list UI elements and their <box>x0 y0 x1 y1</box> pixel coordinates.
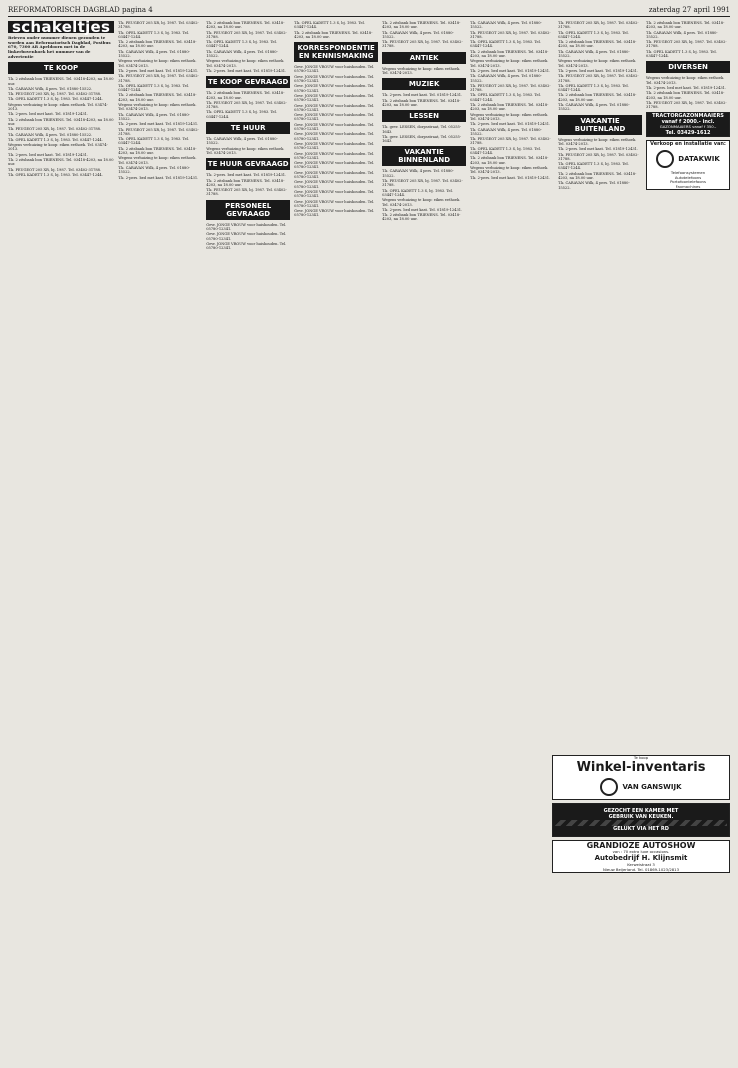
classified-ad: Gevr. JONGE VROUW voor huishouden. Tel. 05780-12341. <box>294 189 375 199</box>
section-lessen: LESSEN <box>382 110 466 122</box>
classified-ad: Gevr. JONGE VROUW voor huishouden. Tel. 05780-12341. <box>294 65 375 74</box>
classified-ad: T.k. OPEL KADETT 1.3 S, bj. 1983. Tel. 03447-1244. <box>118 83 190 93</box>
classified-ad: T.k. CARAVAN Wilk, 4 pers. Tel. 01880-15522. <box>470 21 542 30</box>
classified-ad: T.k. CARAVAN Wilk, 4 pers. Tel. 01880-15522. <box>118 49 190 59</box>
classified-ad: T.k. 2-pers. bed met kast. Tel. 01819-12431. <box>646 85 727 90</box>
classified-ad: T.k. OPEL KADETT 1.3 S, bj. 1983. Tel. 03447-1244. <box>8 172 103 177</box>
section-vakantie-buitenland: VAKANTIE BUITENLAND <box>558 115 642 135</box>
classified-ad: T.k. PEUGEOT 205 XR, bj. 1987. Tel. 03402-31788. <box>382 40 463 49</box>
classified-ad: T.k. OPEL KADETT 1.3 S, bj. 1983. Tel. 03447-1244. <box>470 40 541 49</box>
datakwik-logo <box>647 147 729 171</box>
classified-ad: T.k. 2 zitsbank bon TRIENENS. Tel. 03418-4203, na 18.00 uur. <box>294 30 373 39</box>
classified-ad: T.k. PEUGEOT 205 XR, bj. 1987. Tel. 03402-31788. <box>382 179 463 188</box>
header-right: zaterdag 27 april 1991 <box>648 6 730 14</box>
classified-ad: T.k. gevr. LESSEN, dorpsstraat, Tel. 05255-1643. <box>382 134 462 144</box>
classified-ad: T.k. PEUGEOT 205 XR, bj. 1987. Tel. 03402-31788. <box>206 188 287 197</box>
classified-ad: Gevr. JONGE VROUW voor huishouden. Tel. 05780-12341. <box>294 132 375 141</box>
classified-ad: T.k. 2 zitsbank bon TRIENENS. Tel. 03418-4203, na 18.00 uur. <box>558 171 637 181</box>
section-te-koop-gevraagd: TE KOOP GEVRAAGD <box>208 78 289 87</box>
classified-ad: T.k. PEUGEOT 205 XR, bj. 1987. Tel. 03402-31788. <box>470 137 551 146</box>
classified-ad: T.k. 2 zitsbank bon TRIENENS. Tel. 03418-4203, na 18.00 uur. <box>118 146 197 156</box>
classified-ad: Wegens verhuizing te koop: eiken eethoek. Tel. 03474-2013. <box>470 165 549 175</box>
column-7 <box>558 21 642 1061</box>
tractor-ad <box>646 112 730 137</box>
classified-ad: T.k. OPEL KADETT 1.3 S, bj. 1983. Tel. 03447-1244. <box>206 40 277 49</box>
classified-ad: Wegens verhuizing te koop: eiken eethoek. Tel. 03474-2013. <box>118 156 197 165</box>
verkoop-item: Portofoontelefoons <box>670 179 706 185</box>
section-personeel-gevraagd: PERSONEEL GEVRAAGD <box>206 200 290 220</box>
classified-ad: Wegens verhuizing te koop: eiken eethoek. Tel. 03474-2013. <box>118 59 197 68</box>
classified-ad: T.k. 2 zitsbank bon TRIENENS. Tel. 03418-4203, na 18.00 uur. <box>8 158 114 167</box>
classified-ad: T.k. 2 zitsbank bon TRIENENS. Tel. 03418-4203, na 18.00 uur. <box>470 103 549 112</box>
classified-ad: T.k. 2 zitsbank bon TRIENENS. Tel. 03418-4203, na 18.00 uur. <box>382 98 461 107</box>
classified-ad: T.k. CARAVAN Wilk, 4 pers. Tel. 01880-15522. <box>118 165 190 175</box>
gezocht-line2: GEBRUIK VAN KEUKEN. <box>608 813 674 820</box>
classified-ad: T.k. 2-pers. bed met kast. Tel. 01819-12431. <box>382 207 463 212</box>
classified-ad: Wegens verhuizing te koop: eiken eethoek. Tel. 03474-2013. <box>558 137 637 146</box>
classified-ad: T.k. CARAVAN Wilk, 4 pers. Tel. 01880-15522. <box>558 103 630 112</box>
autoshow-title: GRANDIOZE AUTOSHOW <box>586 840 696 850</box>
classified-ad: T.k. PEUGEOT 205 XR, bj. 1987. Tel. 03402-31788. <box>118 127 199 136</box>
classified-ad: T.k. 2 zitsbank bon TRIENENS. Tel. 03418-4203, na 18.00 uur. <box>8 117 114 126</box>
classified-ad: Gevr. JONGE VROUW voor huishouden. Tel. 05780-12341. <box>294 122 375 132</box>
classified-ad: T.k. CARAVAN Wilk, 4 pers. Tel. 01880-15522. <box>470 74 542 83</box>
classified-ad: T.k. 2-pers. bed met kast. Tel. 01819-12431. <box>470 122 551 127</box>
classified-ad: T.k. 2-pers. bed met kast. Tel. 01819-12431. <box>470 68 551 73</box>
verkoop-title: Verkoop en installatie van: <box>650 141 726 148</box>
classified-ad: T.k. 2-pers. bed met kast. Tel. 01819-12431. <box>118 175 199 180</box>
autoshow-sub: van : 70 extra luxe occasions. <box>612 848 670 854</box>
classified-ad: Wegens verhuizing te koop: eiken eethoek. Tel. 03474-2013. <box>470 112 549 121</box>
classified-ad: T.k. 2-pers. bed met kast. Tel. 01819-12431. <box>8 152 89 157</box>
header-left: REFORMATORISCH DAGBLAD pagina 4 <box>8 6 153 14</box>
column-6 <box>470 21 554 1061</box>
tractor-phone: Tel. 03429-1612 <box>665 130 711 137</box>
classified-ad: Gevr. JONGE VROUW voor huishouden. Tel. 05780-12341. <box>294 161 375 170</box>
classified-ad: T.k. 2 zitsbank bon TRIENENS. Tel. 03418-4203, na 18.00 uur. <box>558 93 637 102</box>
classified-ad: T.k. PEUGEOT 205 XR, bj. 1987. Tel. 03402-31788. <box>558 74 639 83</box>
section-te-koop: TE KOOP <box>8 62 114 74</box>
classified-ad: Gevr. JONGE VROUW voor huishouden. Tel. 05780-12341. <box>294 103 375 112</box>
classified-ad: T.k. PEUGEOT 205 XR, bj. 1987. Tel. 03402-31788. <box>470 83 551 93</box>
classified-ad: T.k. OPEL KADETT 1.3 S, bj. 1983. Tel. 03447-1244. <box>118 30 190 39</box>
classified-ad: T.k. OPEL KADETT 1.3 S, bj. 1983. Tel. 03447-1244. <box>294 21 365 30</box>
classified-ad: T.k. CARAVAN Wilk, 4 pers. Tel. 01880-15522. <box>118 112 190 121</box>
tractor-line: GAZONMAAIERS vanaf f 350.- <box>659 124 717 130</box>
classified-ad: Gevr. JONGE VROUW voor huishouden. Tel. 05780-12341. <box>294 151 375 160</box>
column-2 <box>118 21 202 1061</box>
classified-ad: T.k. 2 zitsbank bon TRIENENS. Tel. 03418-4203, na 18.00 uur. <box>470 156 549 165</box>
classified-ad: T.k. CARAVAN Wilk, 4 pers. Tel. 01880-15522. <box>8 86 93 91</box>
column-4 <box>294 21 378 1061</box>
classified-ad: Gevr. JONGE VROUW voor huishouden. Tel. 05780-12341. <box>294 141 375 151</box>
classified-ad: Gevr. JONGE VROUW voor huishouden. Tel. 05780-12341. <box>294 74 375 84</box>
ganswijk-name: VAN GANSWIJK <box>622 782 682 791</box>
classified-ad: Gevr. JONGE VROUW voor huishouden. Tel. 05780-12341. <box>206 222 287 232</box>
classified-ad: T.k. PEUGEOT 205 XR, bj. 1987. Tel. 03402-31788. <box>558 21 639 30</box>
classified-ad: T.k. 2-pers. bed met kast. Tel. 01819-12431. <box>470 175 551 180</box>
tractor-title: TRACTORGAZONMAAIERS <box>652 113 724 120</box>
datakwik-logo-icon <box>656 150 674 168</box>
tractor-price: vanaf f 2000.- incl. <box>661 119 715 126</box>
classified-ad: Wegens verhuizing te koop: eiken eethoek. Tel. 03474-2013. <box>382 66 461 76</box>
classified-ad: T.k. PEUGEOT 205 XR, bj. 1987. Tel. 03402-31788. <box>646 40 727 49</box>
column-8 <box>646 21 730 1061</box>
classified-ad: T.k. 2-pers. bed met kast. Tel. 01819-12431. <box>118 68 199 73</box>
gezocht-line1: GEZOCHT EEN KAMER MET <box>603 807 679 814</box>
classified-ad: T.k. PEUGEOT 205 XR, bj. 1987. Tel. 03402-31788. <box>8 92 102 97</box>
classified-ad: T.k. 2-pers. bed met kast. Tel. 01819-12431. <box>382 93 463 98</box>
classified-ad: T.k. OPEL KADETT 1.3 S, bj. 1983. Tel. 03447-1244. <box>646 49 717 59</box>
classified-ad: Wegens verhuizing te koop: eiken eethoek. Tel. 03474-2013. <box>8 143 108 152</box>
classified-ad: T.k. 2 zitsbank bon TRIENENS. Tel. 03418-4203, na 18.00 uur. <box>382 21 461 30</box>
classified-ad: Gevr. JONGE VROUW voor huishouden. Tel. 05780-12341. <box>294 209 375 218</box>
classified-ad: T.k. OPEL KADETT 1.3 S, bj. 1983. Tel. 03447-1244. <box>558 83 629 93</box>
section-te-huur: TE HUUR <box>206 122 290 134</box>
classified-ad: Wegens verhuizing te koop: eiken eethoek. Tel. 03474-2013. <box>646 76 725 85</box>
columns <box>8 18 730 1061</box>
classified-ad: Wegens verhuizing te koop: eiken eethoek. Tel. 03474-2013. <box>206 146 285 155</box>
classified-ad: T.k. CARAVAN Wilk, 4 pers. Tel. 01880-15522. <box>382 169 454 178</box>
ganswijk-logo-icon <box>600 778 618 796</box>
classified-ad: T.k. 2 zitsbank bon TRIENENS. Tel. 03418-4203, na 18.00 uur. <box>558 40 637 49</box>
classified-ad: T.k. PEUGEOT 205 XR, bj. 1987. Tel. 03402-31788. <box>470 30 551 39</box>
classified-ad: Wegens verhuizing te koop: eiken eethoek. Tel. 03474-2013. <box>558 59 637 68</box>
winkel-top: Te koop <box>633 755 649 760</box>
classified-ad: T.k. 2 zitsbank bon TRIENENS. Tel. 03418-4203, na 18.00 uur. <box>206 91 285 100</box>
section-te-huur-gevraagd: TE HUUR GEVRAAGD <box>207 160 289 169</box>
classified-ad: Gevr. JONGE VROUW voor huishouden. Tel. 05780-12341. <box>294 199 375 208</box>
classified-ad: Gevr. JONGE VROUW voor huishouden. Tel. 05780-12341. <box>294 113 375 122</box>
classified-ad: Wegens verhuizing te koop: eiken eethoek. Tel. 03474-2013. <box>8 102 108 112</box>
classified-ad: Gevr. JONGE VROUW voor huishouden. Tel. 05780-12341. <box>294 93 375 103</box>
classified-ad: T.k. PEUGEOT 205 XR, bj. 1987. Tel. 03402-31788. <box>118 21 199 30</box>
classified-ad: Wegens verhuizing te koop: eiken eethoek. Tel. 03474-2013. <box>206 59 285 68</box>
intro-text: Brieven onder nummer dienen gezonden te worden aan Reformatorisch Dagblad, Postbus 670, 7300 AR Apeldoorn met in de linkerbovenhoek het nummer van de advertentie <box>8 35 111 59</box>
classified-ad: T.k. 2-pers. bed met kast. Tel. 01819-12431. <box>558 68 639 73</box>
display-ads <box>552 752 730 876</box>
schakeltjes-banner: schakeltjes <box>8 21 114 33</box>
verkoop-item: Autotelefoons <box>674 174 702 180</box>
classified-ad: T.k. CARAVAN Wilk, 4 pers. Tel. 01880-15522. <box>470 127 542 136</box>
classified-ad: Wegens verhuizing te koop: eiken eethoek. Tel. 03474-2013. <box>382 198 461 207</box>
classified-ad: T.k. PEUGEOT 205 XR, bj. 1987. Tel. 03402-31788. <box>8 167 102 172</box>
classified-ad: T.k. PEUGEOT 205 XR, bj. 1987. Tel. 03402-31788. <box>8 127 102 132</box>
classified-ad: Gevr. JONGE VROUW voor huishouden. Tel. 05780-12341. <box>206 232 287 241</box>
classified-ad: Gevr. JONGE VROUW voor huishouden. Tel. 05780-12341. <box>294 84 375 93</box>
gezocht-line3: GELUKT VIA HET RD <box>613 825 669 832</box>
section-muziek: MUZIEK <box>382 78 466 90</box>
winkel-title: Winkel-inventaris <box>576 759 706 775</box>
gezocht-ad <box>552 803 730 837</box>
classified-ad: T.k. 2 zitsbank bon TRIENENS. Tel. 03418-4203, na 18.00 uur. <box>646 91 725 100</box>
classified-ad: Wegens verhuizing te koop: eiken eethoek. Tel. 03474-2013. <box>118 103 197 112</box>
classified-ad: T.k. PEUGEOT 205 XR, bj. 1987. Tel. 03402-31788. <box>646 100 727 110</box>
classified-ad: T.k. CARAVAN Wilk, 4 pers. Tel. 01880-15522. <box>382 30 454 39</box>
classified-ad: T.k. PEUGEOT 205 XR, bj. 1987. Tel. 03402-31788. <box>558 152 639 161</box>
classified-ad: Wegens verhuizing te koop: eiken eethoek. Tel. 03474-2013. <box>470 59 549 68</box>
classified-ad: T.k. CARAVAN Wilk, 4 pers. Tel. 01880-15522. <box>646 30 718 39</box>
classified-ad: T.k. OPEL KADETT 1.3 S, bj. 1983. Tel. 03447-1244. <box>118 137 190 146</box>
classified-ad: T.k. 2 zitsbank bon TRIENENS. Tel. 03418-4203, na 18.00 uur. <box>8 77 114 86</box>
section-korrespondentie: KORRESPONDENTIE EN KENNISMAKING <box>294 42 378 62</box>
ganswijk-logo <box>553 775 729 799</box>
classified-ad: T.k. OPEL KADETT 1.3 S, bj. 1983. Tel. 03447-1244. <box>558 30 629 39</box>
classified-ad: T.k. 2 zitsbank bon TRIENENS. Tel. 03418-4203, na 18.00 uur. <box>206 21 285 30</box>
classified-ad: T.k. CARAVAN Wilk, 4 pers. Tel. 01880-15522. <box>558 181 630 190</box>
section-vakantie-binnenland: VAKANTIE BINNENLAND <box>382 146 466 166</box>
classified-ad: T.k. 2 zitsbank bon TRIENENS. Tel. 03418-4203, na 18.00 uur. <box>118 40 197 49</box>
classified-ad: T.k. 2-pers. bed met kast. Tel. 01819-12431. <box>8 112 89 117</box>
classified-ad: T.k. OPEL KADETT 1.3 S, bj. 1983. Tel. 03447-1244. <box>8 137 103 142</box>
classified-ad: Gevr. JONGE VROUW voor huishouden. Tel. 05780-12341. <box>206 241 287 251</box>
classified-ad: T.k. CARAVAN Wilk, 4 pers. Tel. 01880-15522. <box>206 137 278 146</box>
classified-ad: T.k. 2 zitsbank bon TRIENENS. Tel. 03418-4203, na 18.00 uur. <box>382 213 461 222</box>
classified-ad: T.k. gevr. LESSEN, dorpsstraat, Tel. 05255-1643. <box>382 125 462 134</box>
column-5 <box>382 21 466 1061</box>
classified-ad: T.k. 2 zitsbank bon TRIENENS. Tel. 03418-4203, na 18.00 uur. <box>646 21 725 30</box>
section-diversen: DIVERSEN <box>646 61 730 73</box>
column-3 <box>206 21 290 1061</box>
autoshow-name: Autobedrijf H. Klijnsmit <box>594 854 688 863</box>
page-header <box>8 6 730 17</box>
section-antiek: ANTIEK <box>382 52 466 64</box>
classified-ad: T.k. 2 zitsbank bon TRIENENS. Tel. 03418-4203, na 18.00 uur. <box>118 93 197 102</box>
classified-ad: T.k. 2-pers. bed met kast. Tel. 01819-12431. <box>206 68 287 73</box>
classified-ad: T.k. 2 zitsbank bon TRIENENS. Tel. 03418-4203, na 18.00 uur. <box>206 178 285 187</box>
telefoon-ad <box>646 140 730 190</box>
datakwik-name: DATAKWIK <box>678 154 720 163</box>
classified-ad: T.k. PEUGEOT 205 XR, bj. 1987. Tel. 03402-31788. <box>118 74 199 83</box>
classified-ad: T.k. CARAVAN Wilk, 4 pers. Tel. 01880-15522. <box>206 49 278 59</box>
classified-ad: Gevr. JONGE VROUW voor huishouden. Tel. 05780-12341. <box>294 170 375 180</box>
autoshow-phone: Nieuw Beijerland. Tel. 01869-1023/2813 <box>602 866 680 872</box>
classified-ad: Gevr. JONGE VROUW voor huishouden. Tel. 05780-12341. <box>294 180 375 189</box>
verkoop-item: Telefoonsystemen <box>670 170 706 176</box>
winkel-ad <box>552 755 730 800</box>
classified-ad: T.k. OPEL KADETT 1.3 S, bj. 1983. Tel. 03447-1244. <box>470 146 541 156</box>
classified-ad: T.k. PEUGEOT 205 XR, bj. 1987. Tel. 03402-31788. <box>206 30 287 39</box>
column-1 <box>8 18 114 1061</box>
classified-ad: T.k. 2-pers. bed met kast. Tel. 01819-12431. <box>118 122 199 127</box>
classified-ad: T.k. OPEL KADETT 1.3 S, bj. 1983. Tel. 03447-1244. <box>8 97 103 102</box>
classified-ad: T.k. OPEL KADETT 1.3 S, bj. 1983. Tel. 03447-1244. <box>558 162 629 171</box>
classified-ad: T.k. CARAVAN Wilk, 4 pers. Tel. 01880-15522. <box>558 49 630 59</box>
verkoop-item: Faxmachines <box>675 183 701 189</box>
classified-ad: T.k. OPEL KADETT 1.3 S, bj. 1983. Tel. 03447-1244. <box>470 93 541 102</box>
classified-ad: T.k. OPEL KADETT 1.3 S, bj. 1983. Tel. 03447-1244. <box>382 188 453 197</box>
classified-ad: T.k. 2 zitsbank bon TRIENENS. Tel. 03418-4203, na 18.00 uur. <box>470 49 549 59</box>
classified-ad: T.k. 2-pers. bed met kast. Tel. 01819-12431. <box>558 147 639 152</box>
classified-ad: T.k. OPEL KADETT 1.3 S, bj. 1983. Tel. 03447-1244. <box>206 110 277 119</box>
classified-ad: T.k. CARAVAN Wilk, 4 pers. Tel. 01880-15522. <box>8 132 93 137</box>
classified-ad: T.k. PEUGEOT 205 XR, bj. 1987. Tel. 03402-31788. <box>206 100 287 110</box>
autoshow-addr: Kerweistraat 3 <box>627 862 655 868</box>
autoshow-ad <box>552 840 730 874</box>
classified-ad: T.k. 2-pers. bed met kast. Tel. 01819-12431. <box>206 173 287 178</box>
